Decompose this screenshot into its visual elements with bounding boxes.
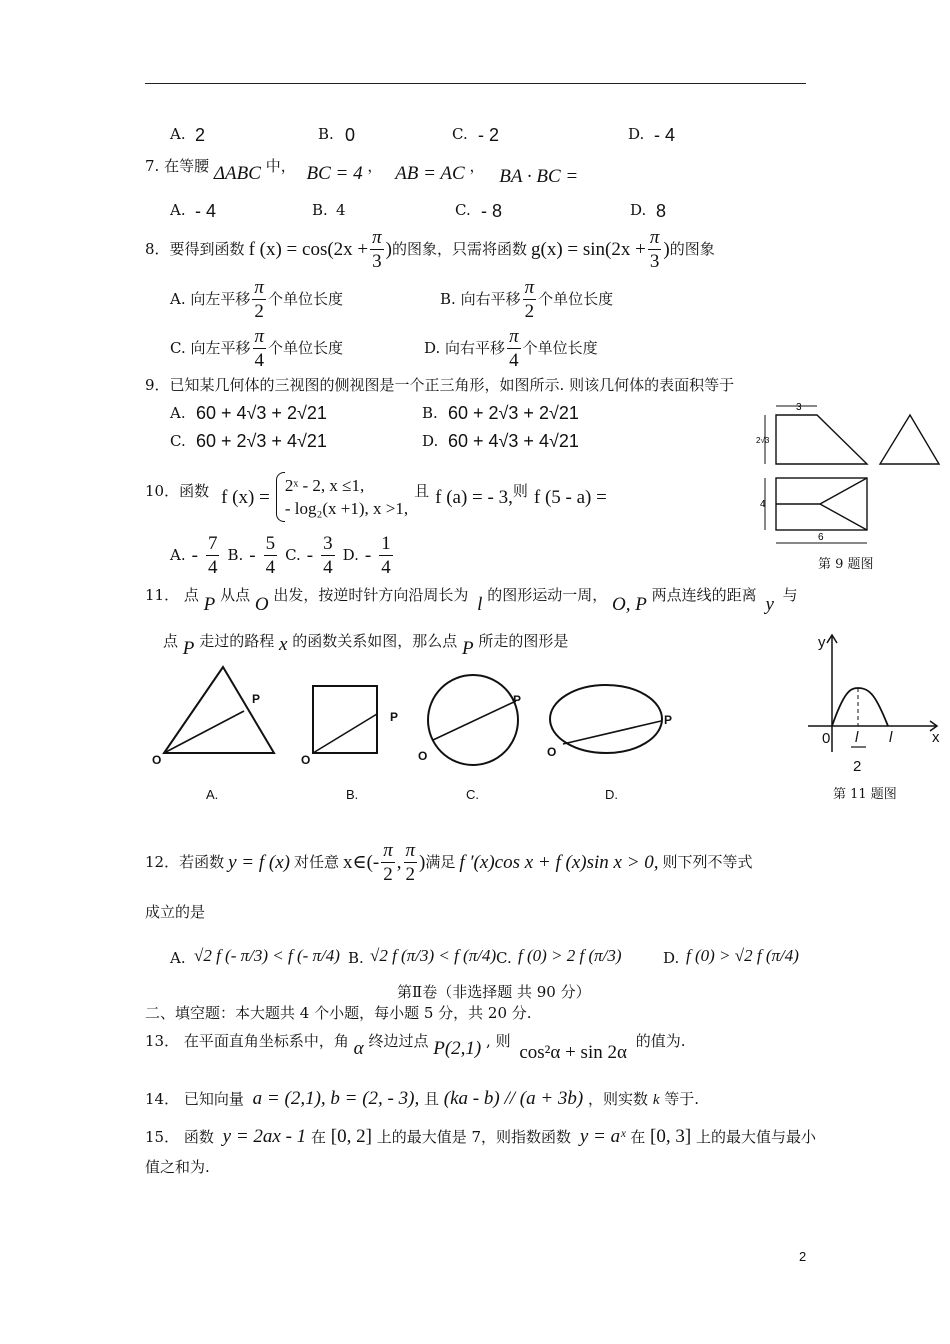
q11-text-5: 两点连线的距离 bbox=[651, 586, 757, 604]
q8-option-b bbox=[440, 278, 613, 321]
q8-option-b-pre: 向右平移 bbox=[460, 290, 521, 308]
question-13 bbox=[145, 1031, 686, 1063]
q7-option-b: 4 bbox=[336, 201, 346, 219]
q7-option-c: - 8 bbox=[481, 201, 503, 221]
q13-text-1: 在平面直角坐标系中，角 bbox=[183, 1032, 349, 1050]
q11-line2-text-2: 走过的路程 bbox=[199, 632, 275, 650]
q10-option-a-minus: - bbox=[191, 545, 198, 566]
q8-text-3: 的图象 bbox=[669, 240, 715, 258]
q11-shape-a-o: O bbox=[152, 753, 162, 767]
q8-option-d-pre: 向右平移 bbox=[445, 339, 506, 357]
q11-shape-d-label: D. bbox=[605, 787, 618, 802]
q10-condition: f (a) = - 3, bbox=[435, 486, 513, 508]
q11-shape-a-triangle bbox=[164, 667, 274, 753]
q7-sep-1: ， bbox=[367, 157, 383, 175]
q11-text-6: 与 bbox=[782, 586, 798, 604]
q8-option-a-pre: 向左平移 bbox=[190, 290, 251, 308]
q11-shape-c-o: O bbox=[418, 749, 428, 763]
question-8 bbox=[145, 228, 715, 271]
q8-text-2: 的图象，只需将函数 bbox=[392, 240, 528, 258]
q11-text-2: 从点 bbox=[220, 586, 251, 604]
q15-interval-1: [0, 2] bbox=[330, 1126, 372, 1147]
q10-option-d-label: D. bbox=[342, 546, 359, 564]
q12-text-1: 若函数 bbox=[179, 853, 225, 871]
section-2-heading: 二、填空题：本大题共 4 个小题，每小题 5 分，共 20 分. bbox=[145, 1004, 532, 1022]
q9-option-d-label: D. bbox=[422, 432, 439, 450]
q12-number: 12． bbox=[145, 853, 180, 871]
q11-shape-d-o: O bbox=[547, 745, 557, 759]
q8-option-b-num: π bbox=[524, 277, 535, 298]
q12-comma: , bbox=[396, 852, 402, 873]
q10-option-c-label: C. bbox=[285, 546, 301, 564]
q8-option-d-post: 个单位长度 bbox=[522, 339, 598, 357]
q11-shape-a-p: P bbox=[252, 692, 261, 706]
q11-line2-text-1: 点 bbox=[163, 632, 179, 650]
fig11-x-label: x bbox=[932, 729, 940, 746]
q8-f-fraction bbox=[370, 228, 384, 271]
q13-text-4: 的值为. bbox=[635, 1032, 686, 1050]
q8-option-d-fraction bbox=[507, 327, 521, 370]
q8-text-1: 要得到函数 bbox=[169, 240, 245, 258]
q11-text-3: 出发，按逆时针方向沿周长为 bbox=[273, 586, 469, 604]
q12-frac-right-pi: π bbox=[405, 840, 416, 861]
q13-number: 13． bbox=[145, 1032, 180, 1050]
q11-line2-p-2: P bbox=[462, 638, 474, 659]
q8-option-c-pre: 向左平移 bbox=[190, 339, 251, 357]
q14-text-2: 且 bbox=[423, 1090, 439, 1108]
q12-option-c-label: C. bbox=[496, 949, 512, 967]
q9-option-a-label: A. bbox=[170, 404, 186, 422]
q8-option-b-fraction bbox=[523, 278, 537, 321]
q12-frac-left-two: 2 bbox=[383, 864, 393, 885]
q15-text-4: 在 bbox=[630, 1128, 646, 1146]
q11-shape-d-p: P bbox=[664, 713, 673, 727]
q15-text-1: 函数 bbox=[183, 1128, 214, 1146]
q12-line-2: 成立的是 bbox=[145, 903, 206, 921]
fig11-origin: 0 bbox=[822, 730, 831, 747]
q8-g-expression: g(x) = sin(2x + bbox=[531, 239, 646, 260]
fig9-front-view bbox=[776, 415, 867, 464]
q10-ask: f (5 - a) = bbox=[533, 486, 607, 508]
q7-text-1: 在等腰 bbox=[164, 157, 210, 175]
q7-expression: BA · BC = bbox=[499, 166, 579, 187]
q12-function: y = f (x) bbox=[228, 852, 290, 873]
q10-case-1: 2ˣ - 2, x ≤1, bbox=[284, 476, 365, 495]
q15-text-5: 上的最大值与最小 bbox=[695, 1128, 816, 1146]
fig9-bottom-side-dim: 4 bbox=[760, 499, 766, 510]
page-number: 2 bbox=[799, 1249, 807, 1264]
q11-line2-p: P bbox=[182, 638, 195, 659]
q15-interval-2: [0, 3] bbox=[650, 1126, 692, 1147]
fig9-top-line-1 bbox=[776, 478, 867, 504]
q7-bc: BC = 4 bbox=[306, 163, 363, 184]
q8-f-expression: f (x) = cos(2x + bbox=[248, 239, 369, 260]
q7-triangle: ΔABC bbox=[213, 163, 261, 184]
q10-lhs: f (x) = bbox=[221, 486, 270, 508]
q10-option-b-fraction bbox=[264, 534, 278, 577]
q10-option-c-minus: - bbox=[306, 545, 314, 566]
q8-g-pi: π bbox=[649, 227, 660, 248]
fig9-caption: 第 9 题图 bbox=[818, 557, 874, 572]
q10-option-c-fraction bbox=[321, 534, 335, 577]
q8-option-c-label: C. bbox=[170, 339, 186, 357]
q6-option-a: 2 bbox=[195, 125, 206, 145]
q10-option-d-den: 4 bbox=[381, 557, 391, 578]
q11-y: y bbox=[765, 594, 774, 615]
q10-option-c-den: 4 bbox=[323, 557, 333, 578]
q12-close: ) bbox=[419, 852, 426, 873]
q10-option-d-fraction bbox=[379, 534, 393, 577]
q12-inequality: f ′(x)cos x + f (x)sin x > 0, bbox=[459, 852, 659, 873]
q11-o: O bbox=[254, 594, 269, 615]
q8-g-close: ) bbox=[663, 239, 670, 260]
fig11-caption: 第 11 题图 bbox=[833, 787, 897, 802]
q12-option-b: √2 f (π/3) < f (π/4) bbox=[370, 946, 497, 965]
q8-option-a bbox=[170, 278, 343, 321]
q12-domain-open: x∈(- bbox=[343, 852, 380, 873]
q10-option-a-label: A. bbox=[170, 546, 186, 564]
q12-frac-left-pi: π bbox=[383, 840, 393, 861]
q8-option-b-post: 个单位长度 bbox=[538, 290, 614, 308]
question-10 bbox=[145, 466, 607, 516]
q6-option-b: 0 bbox=[345, 125, 356, 145]
q7-text-2: 中， bbox=[265, 157, 296, 175]
fig9-top-line-2 bbox=[820, 504, 867, 530]
q11-text-1: 点 bbox=[183, 586, 199, 604]
q10-option-a-num: 7 bbox=[207, 533, 218, 554]
q15-function: y = 2ax - 1 bbox=[222, 1126, 307, 1147]
q10-option-b-minus: - bbox=[249, 545, 256, 566]
q11-shape-d-segment bbox=[563, 721, 661, 744]
q8-option-c-den: 4 bbox=[254, 350, 265, 371]
q8-option-c-fraction bbox=[253, 327, 267, 370]
figure-9-three-views bbox=[752, 398, 947, 573]
q8-option-b-label: B. bbox=[440, 290, 456, 308]
q10-text-3: 则 bbox=[512, 481, 528, 500]
q11-shape-a-label: A. bbox=[206, 787, 219, 802]
q11-p: P bbox=[203, 594, 216, 615]
q10-option-b-label: B. bbox=[227, 546, 244, 564]
q7-option-b-label: B. bbox=[312, 201, 328, 219]
q7-option-d-label: D. bbox=[630, 201, 647, 219]
q11-line2-x: x bbox=[278, 634, 288, 655]
q8-option-a-den: 2 bbox=[254, 301, 264, 322]
q8-option-a-label: A. bbox=[170, 290, 186, 308]
q8-option-d-label: D. bbox=[424, 339, 441, 357]
q8-number: 8． bbox=[145, 240, 170, 258]
q13-expression: cos²α + sin 2α bbox=[519, 1042, 627, 1063]
q12-text-4: 则下列不等式 bbox=[662, 853, 753, 871]
q10-text-2: 且 bbox=[414, 481, 430, 500]
q7-option-a-label: A. bbox=[170, 201, 186, 219]
q10-brace bbox=[276, 472, 285, 522]
q8-option-b-den: 2 bbox=[524, 301, 535, 322]
section-2-title: 第Ⅱ卷（非选择题 共 90 分） bbox=[397, 983, 591, 1001]
q10-option-c-num: 3 bbox=[323, 533, 333, 554]
fig9-bottom-dim: 6 bbox=[818, 532, 824, 543]
q10-option-a-fraction bbox=[206, 534, 220, 577]
question-15-line-2: 值之和为. bbox=[145, 1158, 210, 1176]
q9-option-c: 60 + 2√3 + 4√21 bbox=[196, 431, 327, 451]
question-9: 9．已知某几何体的三视图的侧视图是一个正三角形，如图所示. 则该几何体的表面积等于 bbox=[145, 376, 735, 394]
q11-shape-b-o: O bbox=[301, 753, 311, 767]
q14-k: k bbox=[652, 1092, 660, 1108]
q10-option-a-den: 4 bbox=[207, 557, 218, 578]
q8-option-d bbox=[424, 327, 598, 370]
q13-text-2: 终边过点 bbox=[368, 1032, 429, 1050]
q6-option-c: - 2 bbox=[478, 125, 500, 145]
q8-f-three: 3 bbox=[372, 251, 382, 272]
fig11-y-label: y bbox=[818, 634, 826, 651]
q13-alpha: α bbox=[353, 1038, 364, 1059]
q11-shape-options bbox=[145, 660, 685, 805]
q12-option-a-label: A. bbox=[170, 949, 186, 967]
q15-function-2: y = aˣ bbox=[579, 1126, 626, 1147]
q14-text-1: 已知向量 bbox=[183, 1090, 244, 1108]
figure-11-graph bbox=[800, 630, 948, 780]
q8-option-a-post: 个单位长度 bbox=[267, 290, 343, 308]
q7-number: 7. bbox=[145, 157, 160, 175]
q8-option-c-post: 个单位长度 bbox=[268, 339, 344, 357]
q7-ab: AB = AC bbox=[395, 163, 465, 184]
q6-option-c-label: C. bbox=[452, 125, 468, 143]
question-7 bbox=[145, 156, 579, 187]
q7-option-d: 8 bbox=[656, 201, 667, 221]
fig11-half-num: l bbox=[855, 729, 859, 746]
question-15-line-1 bbox=[145, 1127, 816, 1146]
q7-option-c-label: C. bbox=[455, 201, 471, 219]
q11-l: l bbox=[477, 594, 483, 615]
q12-option-d-label: D. bbox=[663, 949, 680, 967]
q11-text-4: 的图形运动一周， bbox=[487, 586, 608, 604]
q11-shape-b-label: B. bbox=[346, 787, 359, 802]
q10-option-b-den: 4 bbox=[265, 557, 276, 578]
q12-frac-right bbox=[404, 841, 418, 884]
q8-option-c bbox=[170, 327, 343, 370]
q14-text-3: ，则实数 bbox=[588, 1090, 649, 1108]
q10-case-2: - log₂(x +1), x >1, bbox=[284, 499, 409, 518]
q11-shape-c-p: P bbox=[513, 693, 522, 707]
q11-shape-c-circle bbox=[428, 675, 518, 765]
q15-number: 15． bbox=[145, 1128, 180, 1146]
q10-option-b-num: 5 bbox=[265, 533, 276, 554]
q6-option-d-label: D. bbox=[628, 125, 645, 143]
q8-option-d-num: π bbox=[509, 326, 519, 347]
q6-option-d: - 4 bbox=[654, 125, 676, 145]
q14-condition: (ka - b) // (a + 3b) bbox=[443, 1088, 584, 1109]
q6-option-b-label: B. bbox=[318, 125, 334, 143]
q14-text-4: 等于. bbox=[664, 1090, 700, 1108]
q15-text-2: 在 bbox=[310, 1128, 326, 1146]
fig11-full: l bbox=[889, 729, 893, 746]
q10-number: 10． bbox=[145, 481, 180, 500]
q11-shape-c-label: C. bbox=[466, 787, 479, 802]
q8-option-a-num: π bbox=[254, 277, 264, 298]
q12-text-3: 满足 bbox=[425, 853, 456, 871]
q10-option-d-num: 1 bbox=[381, 533, 391, 554]
q11-line2-text-3: 的函数关系如图，那么点 bbox=[292, 632, 458, 650]
q11-shape-a-segment bbox=[164, 711, 244, 753]
q11-shape-b-p: P bbox=[390, 710, 399, 724]
q12-option-a: √2 f (- π/3) < f (- π/4) bbox=[194, 946, 340, 965]
q12-option-d: f (0) > √2 f (π/4) bbox=[686, 946, 799, 965]
fig11-half-den: 2 bbox=[853, 758, 862, 775]
fig9-side-dim: 2√3 bbox=[756, 436, 770, 445]
question-11-line-1 bbox=[145, 585, 798, 615]
q14-vectors: a = (2,1), b = (2, - 3), bbox=[252, 1088, 420, 1109]
fig11-curve bbox=[832, 688, 888, 726]
q9-option-a: 60 + 4√3 + 2√21 bbox=[196, 403, 327, 423]
fig9-side-view bbox=[880, 415, 939, 464]
fig9-top-dim: 3 bbox=[796, 402, 802, 413]
q8-option-d-den: 4 bbox=[509, 350, 519, 371]
q12-frac-left bbox=[381, 841, 395, 884]
q8-option-a-fraction bbox=[252, 278, 266, 321]
q8-f-pi: π bbox=[372, 227, 382, 248]
q11-shape-c-segment bbox=[433, 701, 516, 740]
header-rule bbox=[145, 83, 806, 84]
question-11-line-2 bbox=[163, 631, 569, 659]
q10-option-d-minus: - bbox=[364, 545, 372, 566]
q6-option-a-label: A. bbox=[170, 125, 186, 143]
q10-options bbox=[170, 534, 395, 577]
q10-cases bbox=[285, 477, 408, 517]
q8-g-three: 3 bbox=[649, 251, 660, 272]
q8-g-fraction bbox=[648, 228, 662, 271]
q9-option-d: 60 + 4√3 + 4√21 bbox=[448, 431, 579, 451]
q11-op: O, P bbox=[612, 594, 647, 615]
q7-option-a: - 4 bbox=[195, 201, 217, 221]
q9-option-b-label: B. bbox=[422, 404, 438, 422]
q9-option-c-label: C. bbox=[170, 432, 186, 450]
q12-text-2: 对任意 bbox=[293, 853, 339, 871]
q13-point: P(2,1) bbox=[433, 1038, 482, 1059]
q12-frac-right-two: 2 bbox=[405, 864, 416, 885]
q14-number: 14． bbox=[145, 1090, 180, 1108]
q7-sep-2: ， bbox=[469, 157, 485, 175]
q9-option-b: 60 + 2√3 + 2√21 bbox=[448, 403, 579, 423]
question-12 bbox=[145, 841, 753, 884]
q12-option-c: f (0) > 2 f (π/3) bbox=[518, 946, 622, 965]
q11-shape-b-segment bbox=[313, 714, 377, 753]
q15-text-3: 上的最大值是 7，则指数函数 bbox=[376, 1128, 572, 1146]
question-14 bbox=[145, 1089, 699, 1108]
q10-text-1: 函数 bbox=[179, 481, 210, 500]
q11-number: 11． bbox=[145, 586, 180, 604]
q12-option-b-label: B. bbox=[348, 949, 364, 967]
q8-option-c-num: π bbox=[254, 326, 265, 347]
q8-f-close: ) bbox=[385, 239, 392, 260]
q11-line2-text-4: 所走的图形是 bbox=[478, 632, 569, 650]
q13-text-3: , 则 bbox=[486, 1032, 511, 1050]
